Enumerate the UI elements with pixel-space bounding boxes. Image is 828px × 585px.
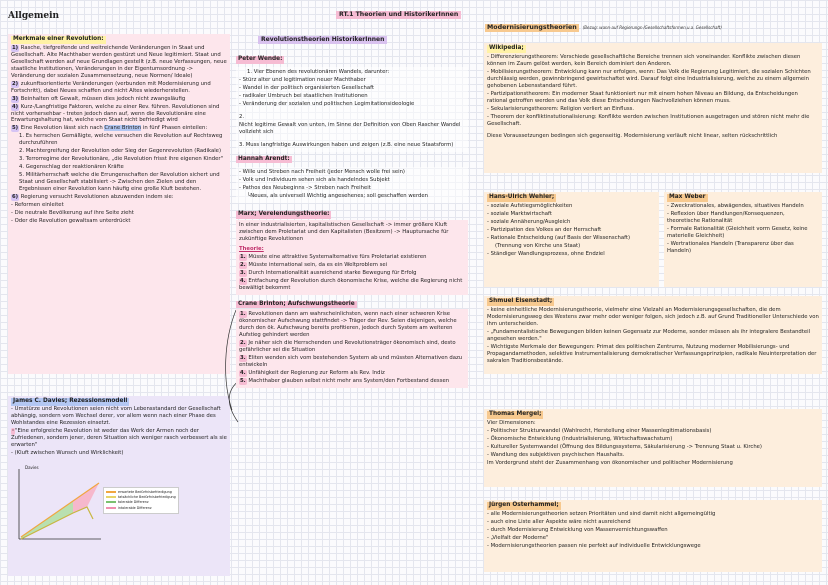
arendt-line: └Neues, als universell Wichtig angesehenes; soll geschaffen werden — [247, 193, 429, 200]
weber-line: - Wertrationales Handeln (Transparenz über das Handeln) — [667, 240, 794, 254]
merkmale-heading: Merkmale einer Revolution: — [13, 36, 104, 42]
wehler-line: - soziale Aufstiegsmöglichkeiten — [487, 202, 573, 209]
davies-chart-svg — [13, 464, 103, 543]
marx-item: 4. Entfachung der Revolution durch ökonomische Krise, welche die Regierung nicht bewältigt bekommt — [239, 277, 463, 291]
right-title-note: (Bezug: wann-auf Regierungs-/Gesellschaftsformen,u.a. Gesellschaft) — [582, 25, 722, 30]
osterhammel-line: - „Vielfalt der Moderne" — [487, 534, 549, 541]
crane-brinton-highlight: Crane Brinton — [104, 125, 142, 132]
wende-line: - Wandel in der politisch organisierten Gesellschaft — [239, 84, 374, 91]
weber-line: - Reflexion über Handlungen/Konsequenzen, theoretische Rationalität — [667, 210, 785, 224]
wiki-line: - Differenzierungstheorem: Verschiede gesellschaftliche Bereiche trennen sich voneinander. Konflikte zwischen diesen können im Zaum gelöst werden, kein Bereich dominiert den Anderen. — [487, 53, 801, 67]
right-title: Modernisierungstheorien — [487, 24, 577, 31]
merkmal-6-item: - Oder die Revolution gewaltsam unterdrückt — [11, 218, 131, 225]
weber-line: - Formale Rationalität (Gleichheit vorm Gesetz, keine materielle Gleichheit) — [667, 225, 808, 239]
davies-heading: James C. Davies; Rezessionsmodell — [13, 398, 128, 404]
wende-two-text: Nicht legitime Gewalt von unten, im Sinne der Definition von Oben Rascher Wandel vollzieht sich — [239, 121, 461, 135]
brinton-item: 2. Je näher sich die Herrschenden und Revolutionsträger ökonomisch sind, desto gefährlicher sei die Situation — [239, 340, 456, 354]
eisenstadt-line: - keine einheitliche Modernisierungstheorie, vielmehr eine Vielzahl an Modernisierungsgesellschaften, die dem Modernisierungsweg des Westens zwar mehr oder weniger folgen, sich jedoch z.B. auf Grund Traditioneller Unterschiede von ihm unterscheiden. — [487, 306, 819, 327]
wehler-line: - Ständiger Wandlungsprozess, ohne Endziel — [487, 250, 605, 257]
wehler-section — [484, 192, 659, 287]
wehler-line: (Trennung von Kirche uns Staat) — [495, 242, 581, 249]
legend-item: intolerable Differenz — [106, 506, 176, 510]
marx-item: 1. Müsste eine attraktive Systemalternative fürs Proletariat existieren — [240, 253, 427, 260]
davies-section — [8, 396, 230, 576]
marx-theorie-label: Theorie: — [239, 245, 264, 252]
mergel-line: - Wandlung des subjektiven psychischen Haushalts. — [487, 451, 625, 458]
legend-item: tatsächliche Bedürfnisbefriedigung — [106, 495, 176, 499]
weber-section — [664, 192, 822, 287]
marx-item: 2. Müsste international sein, da es ein Weltproblem sei — [240, 261, 388, 268]
wikipedia-section — [484, 43, 822, 173]
davies-quote: ·"Eine erfolgreiche Revolution ist weder das Werk der Armen noch der Zufriedenen, sondern jener, deren Situation sich weniger rasch verbessert als sie erwarten" — [11, 427, 227, 448]
phase-4: 4. Gegenschlag der reaktionären Kräfte — [19, 164, 124, 171]
wende-line: - Veränderung der sozialen und politischen Legimitationsideologie — [239, 100, 415, 107]
marx-item: 3. Durch Internationalität ausreichend starke Bewegung für Erfolg — [240, 269, 417, 276]
davies-legend — [103, 487, 179, 514]
phase-3: 3. Terrorregime der Revolutionäre, „die Revolution frisst ihre eigenen Kinder" — [19, 156, 223, 163]
mergel-line: - Kultureller Systemwandel (Öffnung des Bildungssystems, Säkularisierung -> Trennung Staat u. Kirche) — [487, 443, 762, 450]
wiki-line: - Theorem der konfliktinstutionalisierung: Konflikte werden zwischen Institutionen ausgetragen und stören nicht mehr die Gesellschaft. — [487, 113, 810, 127]
merkmale-section — [8, 34, 230, 374]
wende-line: - Stürz alter und legitimation neuer Machthaber — [239, 76, 366, 83]
center-title: RT.1 Theorien und HistorikerInnen — [336, 11, 461, 19]
phase-5: 5. Militärherrschaft welche die Errungenschaften der Revolution sichert und Staat und Gesellschaft stabilisiert -> Zwischen den Zielen und den Ergebnissen einer Revolution kann häufig eine große Kluft bestehen. — [19, 172, 220, 193]
wehler-line: - soziale Annäherung/Ausgleich — [487, 218, 571, 225]
weber-line: - Zweckrationales, abwägendes, situatives Handeln — [667, 202, 804, 209]
arendt-line: - Pathos des Neubeginns -> Streben nach Freiheit — [239, 185, 371, 192]
osterhammel-line: - Modernisierungstheorien passen nie perfekt auf individuelle Entwicklungswege — [487, 542, 701, 549]
davies-line: - (Kluft zwischen Wunsch und Wirklichkeit) — [11, 449, 124, 456]
wehler-line: - Rationale Entscheidung (auf Basis der Wissenschaft) — [487, 234, 631, 241]
osterhammel-line: - durch Modernisierung Entwicklung von Massenvernichtungswaffen — [487, 526, 668, 533]
eisenstadt-heading: Shmuel Eisenstadt; — [489, 298, 553, 304]
wehler-line: - soziale Marktwirtschaft — [487, 210, 552, 217]
page-title: Allgemein — [8, 11, 60, 21]
merkmal-5: 5) Eine Revolution lässt sich nach Crane Brinton in fünf Phasen einteilen: — [12, 125, 208, 132]
weber-heading: Max Weber — [669, 194, 706, 200]
middle-column — [236, 56, 468, 388]
eisenstadt-section — [484, 296, 822, 374]
merkmal-6-item: - Reformen einleitet — [11, 202, 64, 209]
merkmal-2: 2) zukunftsorientierte Veränderungen (verbunden mit Modernisierung und Fortschritt), dabei Neues schaffen und nicht Altes wiederherstellen. — [11, 80, 211, 94]
wehler-line: - Partizipation des Volkes an der Herrschaft — [487, 226, 602, 233]
merkmal-1: 1) Rasche, tiefgreifende und weitreichende Veränderungen in Staat und Gesellschaft. Alte Machthaber werden gestürzt und Neue legitimiert. Staat und Gesellschaft werden auf neue Grundlagen gestellt (z.B. neue Verfassungen, neue staatliche Institutionen, Veränderungen in der Eigentumsordnung -> Veränderung der sozialen Zusammensetzung, neue Normen/ Ideale) — [11, 44, 227, 79]
wende-heading: Peter Wende: — [238, 56, 283, 62]
osterhammel-section — [484, 500, 822, 572]
mergel-line: Vier Dimensionen: — [487, 419, 536, 426]
mergel-heading: Thomas Mergel; — [489, 411, 542, 417]
mergel-line: - Politischer Strukturwandel (Wahlrecht, Herstellung einer Massenlegitimationsbasis) — [487, 427, 712, 434]
brinton-item: 4. Unfähigkeit der Regierung zur Reform als Rev. Indiz — [240, 370, 385, 377]
merkmal-6-item: - Die neutrale Bevölkerung auf ihre Seite zieht — [11, 210, 134, 217]
wiki-line: - Mobilisierungstheorem: Entwicklung kann nur erfolgen, wenn: Das Volk die Regierung Legitimiert, die sozialen Schichten durchlässig werden, gewinnbringend gewirtschaftet wird. Darauf folgt eine Industrialisierung, welche zu einem allgemein gehobenen Lebensstandard führt. — [487, 68, 811, 89]
phase-1: 1. Es herrschen Gemäßigte, welche versuchen die Revolution auf Rechtsweg durchzuführen — [19, 133, 223, 147]
eisenstadt-line: - „Fundamentalistische Bewegungen bilden keinen Gegensatz zur Moderne, sonder müssen als ihr integralere Bestandteil angesehen werden." — [487, 328, 811, 342]
wehler-heading: Hans-Ulrich Wehler; — [489, 194, 555, 200]
wende-three: 3. Muss langfristige Auswirkungen haben und zeigen (z.B. eine neue Staatsform) — [239, 141, 454, 148]
brinton-item: 1. Revolutionen dann am wahrscheinlichsten, wenn nach einer schweren Krise ökonomischer Aufschwung stattfindet -> Träger der Rev. Seien diejenigen, welche durch den ök. Aufschwung bereits profitieren, jedoch durch System am weiteren Aufstieg gehindert werden — [239, 311, 457, 339]
arendt-line: - Volk und Individuum sehen sich als handelndes Subjekt — [239, 177, 390, 184]
brinton-item: 5. Machthaber glauben selbst nicht mehr ans System/den Fortbestand dessen — [240, 378, 450, 385]
mergel-line: - Ökonomische Entwicklung (Industrialisierung, Wirtschaftswachstum) — [487, 435, 673, 442]
mergel-line: Im Vordergrund steht der Zusammenhang von ökonomischer und politischer Modernisierung — [487, 459, 733, 466]
brinton-heading: Crane Brinton; Aufschwungstheorie — [238, 300, 355, 307]
legend-item: tolerable Differenz — [106, 500, 176, 504]
merkmal-4: 4) Kurz-/Langfristige Faktoren, welche zu einer Rev. führen. Revolutionen sind nicht vorhersehbar - treten jedoch dann auf, wenn die Revolutionäre eine Erwartungshaltung hat, welche vom Staat nicht befriedigt wird — [11, 103, 220, 124]
right-title-wrap — [485, 24, 722, 32]
wiki-line: - Sekularisierungstheorem: Religion verliert an Einfluss. — [487, 105, 635, 112]
marx-text: In einer industrialisierten, kapitalistischen Gesellschaft -> immer größere Kluft zwischen dem Proletariat und den Kapitalisten (Besitzern) -> Hauptursache für zukünftige Revolutionen — [239, 221, 449, 242]
wiki-heading: Wikipedia; — [489, 45, 524, 51]
arendt-heading: Hannah Arendt: — [238, 155, 290, 162]
arendt-line: - Wille und Streben nach Freiheit (jeder Mensch wolle frei sein) — [239, 169, 406, 176]
wende-line: - radikaler Umbruch bei staatlichen Institutionen — [239, 92, 368, 99]
merkmal-6: 6) Regierung versucht Revolutionen abzuwenden indem sie: — [12, 194, 174, 201]
mergel-section — [484, 409, 822, 487]
davies-chart-label: Davies — [25, 464, 39, 470]
osterhammel-line: - auch eine Liste aller Aspekte wäre nicht ausreichend — [487, 518, 631, 525]
marx-heading: Marx; Verelendungstheorie: — [238, 211, 330, 218]
davies-line: - Umstürze und Revolutionen seien nicht vom Lebensstandard der Gesellschaft abhängig, sondern vom Wechsel derer, vor allem wenn nach einer Phase des Wohlstandes eine Rezession einsetzt. — [11, 405, 221, 426]
eisenstadt-line: - Wichtigste Merkmale der Bewegungen: Primat des politischen Zentrums, Nutzung moderner Mobilisierungs- und Propagandamethoden, selektive Instrumentalisierung demokratischer Verfassungsprinzipien, radikale Neuinterpretation der sakralen Traditionsbestände. — [487, 343, 817, 364]
osterhammel-heading: Jürgen Osterhammel; — [489, 502, 559, 508]
wende-line: 1. Vier Ebenen des revolutionären Wandels, darunter: — [247, 68, 390, 75]
sub-title: Revolutionstheorien HistorikerInnen — [258, 36, 387, 44]
brinton-item: 3. Eliten wenden sich vom bestehenden System ab und müssten Alternativen dazu entwickeln — [239, 355, 463, 369]
merkmal-3: 3) Beinhalten oft Gewalt, müssen dies jedoch nicht zwangsläufig — [12, 95, 186, 102]
wiki-footer: Diese Voraussetzungen bedingen sich gegenseitig. Modernisierung verläuft nicht linear, selten rückschrittlich — [487, 133, 778, 140]
expected-line — [21, 483, 99, 537]
legend-item: erwartete Bedürfnisbefriedigung — [106, 490, 176, 494]
wiki-line: - Partizipationstheorem: Ein moderner Staat funktioniert nur mit einem hohen Niveau an Bildung, da Entscheidungen rational getroffen werden und das Volk diese Entscheidungen Nachvollziehen können muss. — [487, 90, 798, 104]
osterhammel-line: - alle Modernisierungstheorien setzen Prioritäten und sind damit nicht allgemeingültig — [487, 510, 716, 517]
davies-chart — [11, 465, 227, 543]
phase-2: 2. Machtergreifung der Revolution oder Sieg der Gegenrevolution (Radikale) — [19, 148, 222, 155]
wende-two: 2. — [239, 113, 245, 120]
